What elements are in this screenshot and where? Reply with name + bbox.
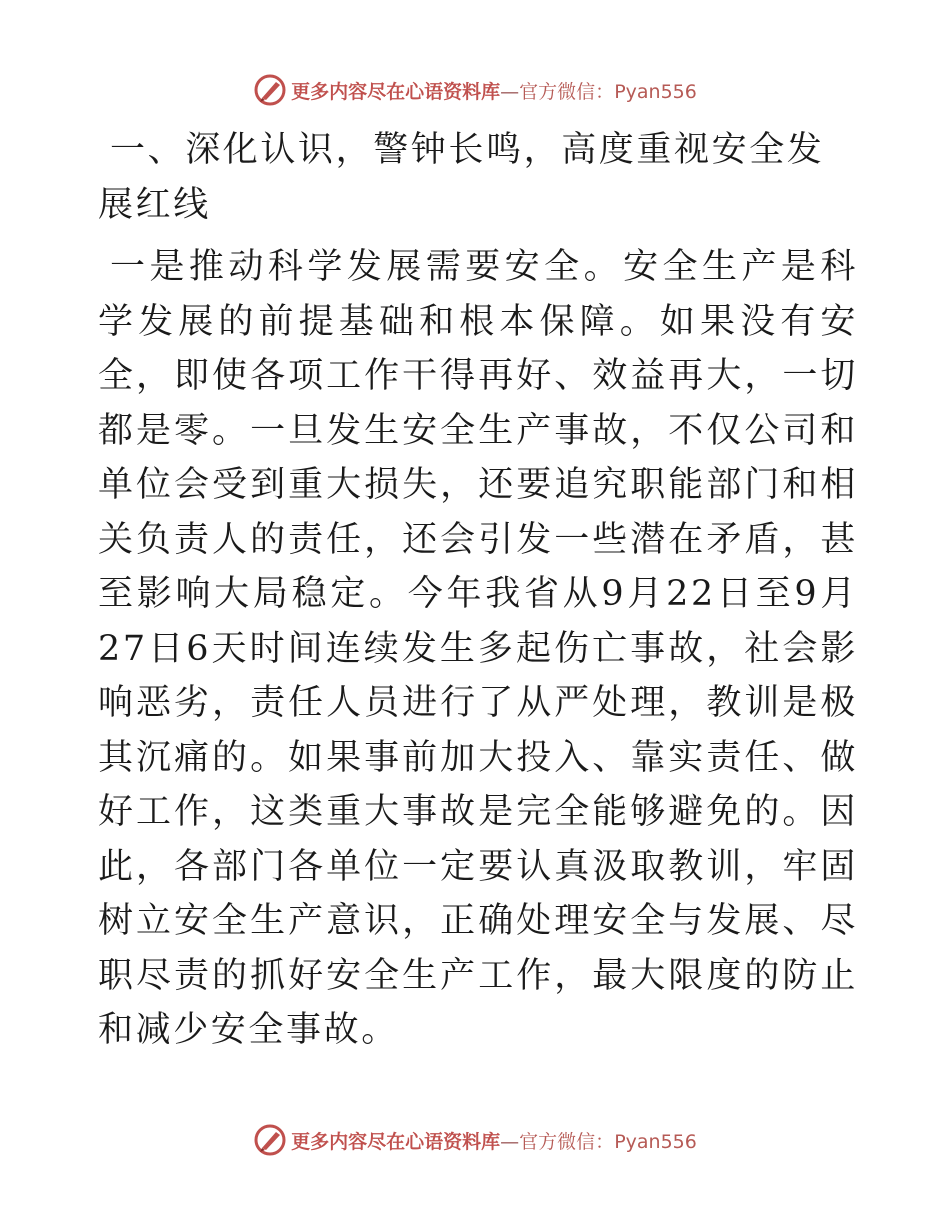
body-paragraph: 一是推动科学发展需要安全。安全生产是科学发展的前提基础和根本保障。如果没有安全，即使各项工作干得再好、效益再大，一切都是零。一旦发生安全生产事故，不仅公司和单位会受到重大损失，还要追究职能部门和相关负责人的责任，还会引发一些潜在矛盾，甚至影响大局稳定。今年我省从9月22日至9月27日6天时间连续发生多起伤亡事故，社会影响恶劣，责任人员进行了从严处理，教训是极其沉痛的。如果事前加大投入、靠实责任、做好工作，这类重大事故是完全能够避免的。因此，各部门各单位一定要认真汲取教训，牢固树立安全生产意识，正确处理安全与发展、尽职尽责的抓好安全生产工作，最大限度的防止和减少安全事故。 (98, 247, 858, 1050)
banner-wechat-id: Pyan556 (614, 80, 697, 103)
banner-brand: 更多内容尽在心语资料库 (291, 1130, 501, 1153)
section-heading: 一、深化认识，警钟长鸣，高度重视安全发展红线 (98, 130, 825, 225)
document-body (98, 123, 858, 1058)
footer-banner (0, 1122, 950, 1158)
banner-dash: — (500, 80, 520, 103)
banner-text (291, 77, 697, 104)
header-banner (0, 72, 950, 108)
banner-wechat-label: 官方微信： (519, 80, 615, 103)
banner-text (291, 1127, 697, 1154)
banner-dash: — (500, 1130, 520, 1153)
banner-wechat-label: 官方微信： (519, 1130, 615, 1153)
pen-logo-icon (253, 73, 287, 107)
pen-logo-icon (253, 1123, 287, 1157)
banner-brand: 更多内容尽在心语资料库 (291, 80, 501, 103)
banner-wechat-id: Pyan556 (614, 1130, 697, 1153)
